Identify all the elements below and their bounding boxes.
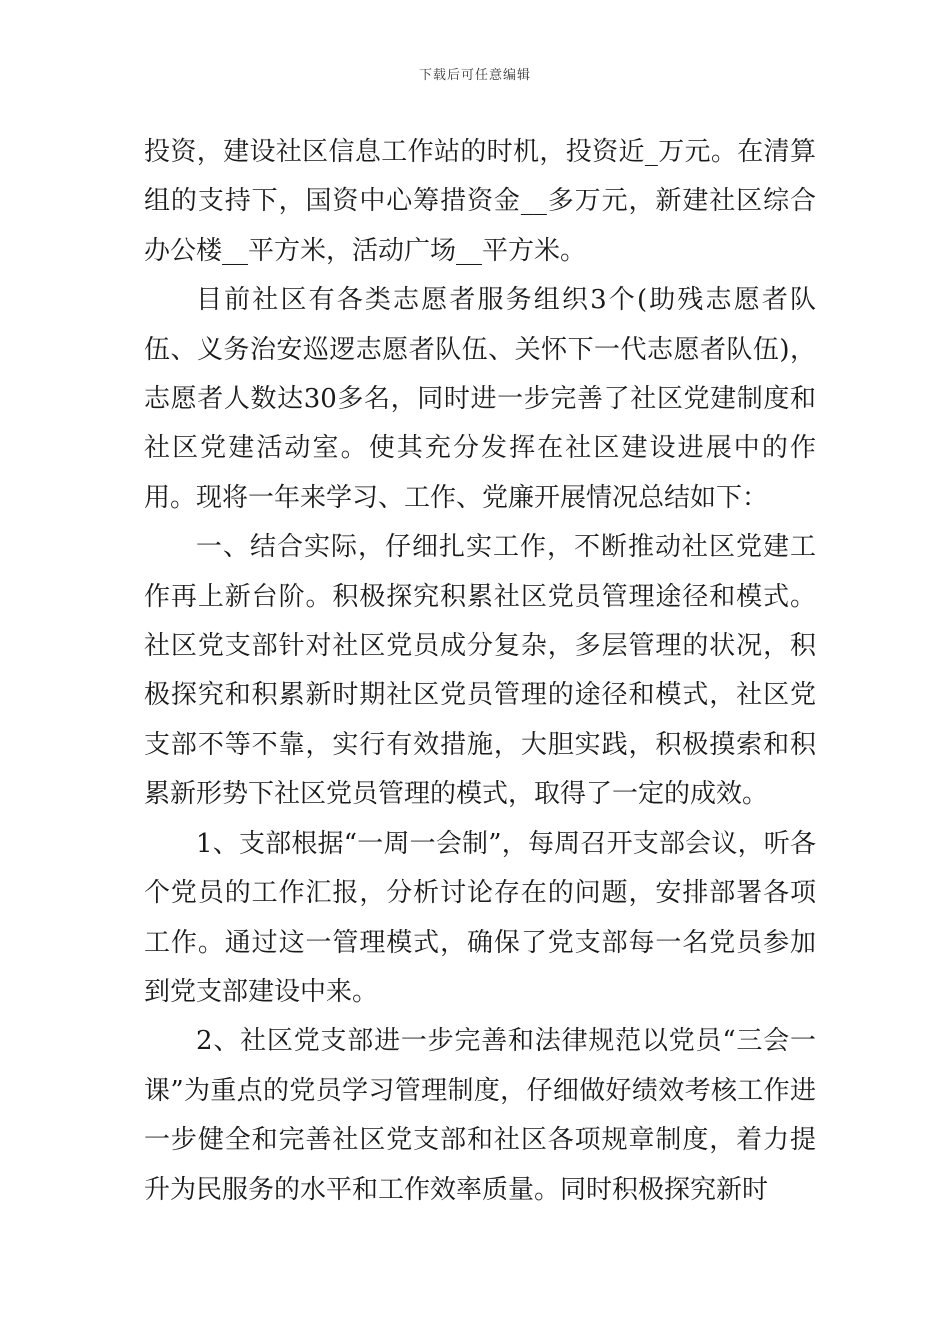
document-body bbox=[144, 128, 816, 1215]
paragraph-5: 2、社区党支部进一步完善和法律规范以党员“三会一课”为重点的党员学习管理制度，仔细做好绩效考核工作进一步健全和完善社区党支部和社区各项规章制度，着力提升为民服务的水平和工作效率质量。同时积极探究新时 bbox=[144, 1026, 816, 1205]
paragraph-2: 目前社区有各类志愿者服务组织3个(助残志愿者队伍、义务治安巡逻志愿者队伍、关怀下一代志愿者队伍)，志愿者人数达30多名，同时进一步完善了社区党建制度和社区党建活动室。使其充分发挥在社区建设进展中的作用。现将一年来学习、工作、党廉开展情况总结如下： bbox=[144, 285, 816, 513]
paragraph-4: 1、支部根据“一周一会制”，每周召开支部会议，听各个党员的工作汇报，分析讨论存在的问题，安排部署各项工作。通过这一管理模式，确保了党支部每一名党员参加到党支部建设中来。 bbox=[144, 828, 816, 1007]
page-header: 下载后可任意编辑 bbox=[418, 68, 531, 83]
paragraph-3: 一、结合实际，仔细扎实工作，不断推动社区党建工作再上新台阶。积极探究积累社区党员管理途径和模式。社区党支部针对社区党员成分复杂，多层管理的状况，积极探究和积累新时期社区党员管理的途径和模式，社区党支部不等不靠，实行有效措施，大胆实践，积极摸索和积累新形势下社区党员管理的模式，取得了一定的成效。 bbox=[144, 532, 816, 810]
paragraph-1: 投资，建设社区信息工作站的时机，投资近_万元。在清算组的支持下，国资中心筹措资金__多万元，新建社区综合办公楼__平方米，活动广场__平方米。 bbox=[144, 137, 816, 266]
